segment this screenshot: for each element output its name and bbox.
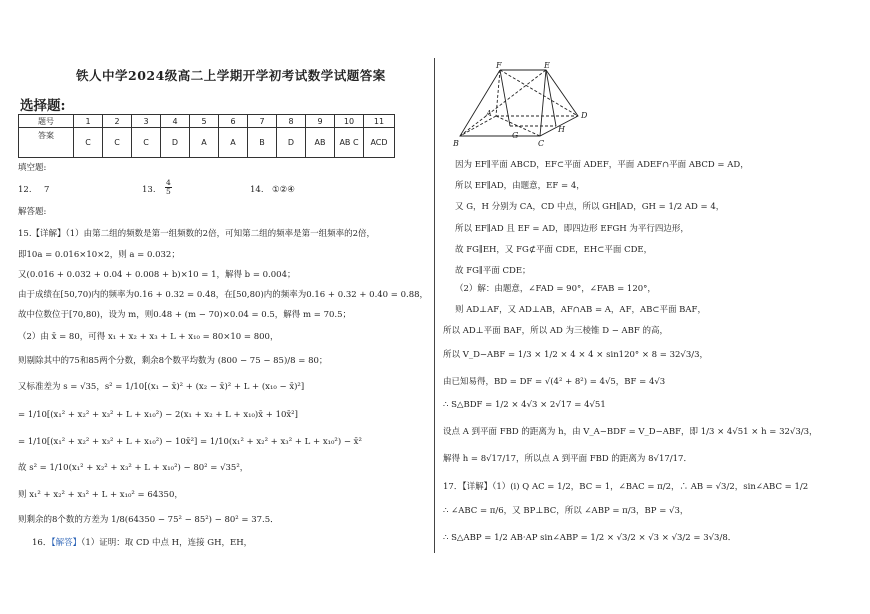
q16-line: 由已知易得，BD = DF = √(4² + 8²) = 4√5，BF = 4√3: [443, 377, 666, 387]
figure-label: H: [558, 125, 565, 134]
q16-tag: 【解答】: [51, 538, 82, 548]
q16-line: 因为 EF∥平面 ABCD，EF⊂平面 ADEF，平面 ADEF∩平面 ABCD = AD，: [455, 160, 749, 170]
q16-heading: [32, 538, 252, 549]
figure-edge: [500, 70, 510, 126]
section-choice-heading: 选择题:: [20, 98, 66, 114]
q16-line: 则 AD⊥AF，又 AD⊥AB，AF∩AB = A，AF，AB⊂平面 BAF，: [455, 305, 706, 315]
table-number: 6: [219, 115, 248, 128]
table-answer: C: [74, 128, 103, 158]
figure-label: A: [486, 109, 492, 118]
q16-text: （1）证明：取 CD 中点 H，连接 GH，EH，: [81, 538, 253, 548]
q15-line: 又标准差为 s = √35，s² = 1/10[(x₁ − x̄)² + (x₂ − x̄)² + L + (x₁₀ − x̄)²]: [18, 382, 305, 392]
q17-line: ∴ S△ABP = 1/2 AB·AP sin∠ABP = 1/2 × √3/2 × √3 × √3/2 = 3√3/8．: [443, 533, 737, 543]
figure-label: G: [512, 131, 519, 140]
q15-line: 即10a = 0.016×10×2，则 a = 0.032；: [18, 250, 180, 260]
q15-line: 故中位数位于[70,80)，设为 m，则0.48 + (m − 70)×0.04 = 0.5，解得 m = 70.5；: [18, 310, 352, 320]
q13-denominator: 5: [166, 187, 171, 196]
table-number: 4: [161, 115, 190, 128]
figure-label: F: [496, 61, 502, 70]
q15-line: 由于成绩在[50,70)内的频率为0.16 + 0.32 = 0.48，在[50,80)内的频率为0.16 + 0.32 + 0.40 = 0.88，: [18, 290, 429, 300]
q15-line: = 1/10[(x₁² + x₂² + x₃² + L + x₁₀²) − 2(x₁ + x₂ + L + x₁₀)x̄ + 10x̄²]: [18, 410, 298, 420]
table-number: 5: [190, 115, 219, 128]
q16-line: 又 G，H 分别为 CA，CD 中点，所以 GH∥AD，GH = 1/2 AD = 4，: [455, 202, 725, 212]
geometry-figure: [448, 58, 598, 154]
q16-line: 所以 V_D−ABF = 1/3 × 1/2 × 4 × 4 × sin120° × 8 = 32√3/3，: [443, 350, 709, 360]
q16-line: 解得 h = 8√17/17，所以点 A 到平面 FBD 的距离为 8√17/17．: [443, 454, 692, 464]
figure-edge: [460, 116, 496, 136]
q15-line: 故 s² = 1/10(x₁² + x₂² + x₃² + L + x₁₀²) − 80² = √35²，: [18, 463, 249, 473]
q16-line: 设点 A 到平面 FBD 的距离为 h，由 V_A−BDF = V_D−ABF，即 1/3 × 4√51 × h = 32√3/3，: [443, 427, 818, 437]
table-number: 1: [74, 115, 103, 128]
q13-numerator: 4: [166, 178, 171, 187]
table-answer: AB C: [335, 128, 364, 158]
q12-number: 12.: [18, 185, 32, 195]
table-number: 2: [103, 115, 132, 128]
solve-heading: 解答题:: [18, 207, 47, 217]
q15-line: 则 x₁² + x₂² + x₃² + L + x₁₀² = 64350，: [18, 490, 183, 500]
q16-number: 16．: [32, 538, 52, 548]
figure-label: E: [544, 61, 550, 70]
table-answer: C: [103, 128, 132, 158]
table-number: 3: [132, 115, 161, 128]
q16-line: 所以 AD⊥平面 BAF，所以 AD 为三棱锥 D − ABF 的高，: [443, 326, 669, 336]
table-answer-label: 答案: [19, 128, 74, 158]
q14-answer: ①②④: [272, 185, 295, 195]
table-answer: AB: [306, 128, 335, 158]
q16-line: ∴ S△BDF = 1/2 × 4√3 × 2√17 = 4√51: [443, 400, 606, 410]
q17-line: ∴ ∠ABC = π/6，又 BP⊥BC，所以 ∠ABP = π/3，BP = √3，: [443, 506, 689, 516]
q13-number: 13.: [142, 185, 156, 195]
q15-line: （2）由 x̄ = 80，可得 x₁ + x₂ + x₃ + L + x₁₀ = 80×10 = 800，: [18, 332, 279, 342]
q15-line: = 1/10[(x₁² + x₂² + x₃² + L + x₁₀²) − 10x̄²] = 1/10(x₁² + x₂² + x₃² + L + x₁₀²) − x̄²: [18, 437, 362, 447]
figure-label: B: [453, 139, 459, 148]
q16-line: 故 FG∥平面 CDE；: [455, 266, 531, 276]
table-number: 9: [306, 115, 335, 128]
table-number: 11: [364, 115, 395, 128]
table-answer: D: [277, 128, 306, 158]
table-number: 8: [277, 115, 306, 128]
q15-line: 则剩余的8个数的方差为 1/8(64350 − 75² − 85²) − 80² = 37.5．: [18, 515, 279, 525]
table-answer: B: [248, 128, 277, 158]
figure-label: C: [538, 139, 545, 148]
table-header-label: 题号: [19, 115, 74, 128]
q13-answer: [165, 177, 172, 196]
q17-line: 17．【详解】（1）(i) Q AC = 1/2，BC = 1，∠BAC = π/2，∴ AB = √3/2，sin∠ABC = 1/2: [443, 482, 809, 492]
fill-heading: 填空题:: [18, 163, 47, 173]
page-title: 铁人中学2024级高二上学期开学初考试数学试题答案: [76, 68, 386, 83]
figure-edge: [460, 70, 546, 136]
table-answer: ACD: [364, 128, 395, 158]
q15-line: 则剔除其中的75和85两个分数，剩余8个数平均数为 (800 − 75 − 85)/8 = 80；: [18, 356, 328, 366]
figure-label: D: [581, 111, 588, 120]
q16-line: （2）解：由题意，∠FAD = 90°，∠FAB = 120°，: [455, 284, 656, 294]
table-number: 10: [335, 115, 364, 128]
table-answer: A: [190, 128, 219, 158]
table-answer: C: [132, 128, 161, 158]
column-divider: [434, 58, 435, 553]
table-answer: D: [161, 128, 190, 158]
q15-line: 15.【详解】（1）由第二组的频数是第一组频数的2倍，可知第二组的频率是第一组频率的2倍，: [18, 229, 375, 239]
q14-number: 14.: [250, 185, 264, 195]
q16-line: 所以 EF∥AD，由题意，EF = 4，: [455, 181, 585, 191]
table-number: 7: [248, 115, 277, 128]
q16-line: 故 FG∥EH，又 FG⊄平面 CDE，EH⊂平面 CDE，: [455, 245, 653, 255]
q15-line: 又(0.016 + 0.032 + 0.04 + 0.008 + b)×10 = 1，解得 b = 0.004；: [18, 270, 296, 280]
answer-table: [18, 114, 395, 158]
table-answer: A: [219, 128, 248, 158]
figure-edge: [496, 70, 500, 116]
q16-line: 所以 EF∥AD 且 EF = AD，即四边形 EFGH 为平行四边形，: [455, 224, 689, 234]
figure-edge: [500, 70, 578, 116]
q12-answer: 7: [44, 185, 50, 195]
